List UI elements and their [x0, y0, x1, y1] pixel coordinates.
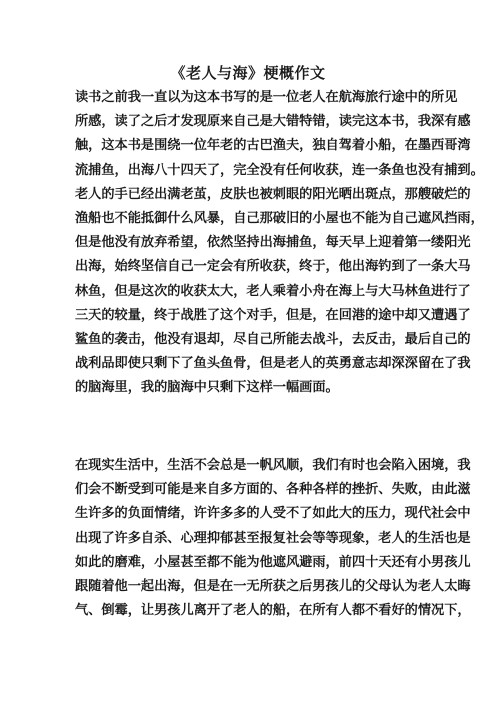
- paragraph-line: 气、倒霉，让男孩儿离开了老人的船，在所有人都不看好的情况下，: [75, 603, 471, 619]
- paragraph-line: 生许多的负面情绪，许许多多的人受不了如此大的压力，现代社会中: [75, 506, 471, 522]
- paragraph-line: 所感，读了之后才发现原来自己是大错特错，读完这本书，我深有感: [75, 114, 471, 130]
- paragraph-line: 们会不断受到可能是来自多方面的、各种各样的挫折、失败，由此滋: [75, 482, 471, 498]
- paragraph-line: 三天的较量，终于战胜了这个对手，但是，在回港的途中却又遭遇了: [75, 307, 471, 323]
- paragraph-2: [75, 454, 471, 623]
- paragraph-line: 跟随着他一起出海，但是在一无所获之后男孩儿的父母认为老人太晦: [75, 579, 471, 595]
- paragraph-line: 流捕鱼，出海八十四天了，完全没有任何收获，连一条鱼也没有捕到。: [75, 162, 484, 178]
- paragraph-line: 的脑海里，我的脑海中只剩下这样一幅画面。: [75, 380, 339, 396]
- document-title: 《老人与海》梗概作文: [170, 64, 326, 82]
- paragraph-line: 战利品即使只剩下了鱼头鱼骨，但是老人的英勇意志却深深留在了我: [75, 356, 471, 372]
- paragraph-line: 渔船也不能抵御什么风暴，自己那破旧的小屋也不能为自己遮风挡雨，: [75, 211, 484, 227]
- paragraph-1: [75, 86, 484, 401]
- paragraph-line: 鲨鱼的袭击，他没有退却，尽自己所能去战斗，去反击，最后自己的: [75, 332, 471, 348]
- paragraph-line: 老人的手已经出满老茧，皮肤也被刺眼的阳光晒出斑点，那艘破烂的: [75, 186, 471, 202]
- paragraph-line: 出现了许多自杀、心理抑郁甚至报复社会等等现象，老人的生活也是: [75, 530, 471, 546]
- paragraph-line: 但是他没有放弃希望，依然坚持出海捕鱼，每天早上迎着第一缕阳光: [75, 235, 471, 251]
- paragraph-line: 读书之前我一直以为这本书写的是一位老人在航海旅行途中的所见: [75, 90, 458, 105]
- paragraph-line: 触，这本书是围绕一位年老的古巴渔夫，独自驾着小船，在墨西哥湾: [75, 138, 471, 154]
- paragraph-line: 林鱼，但是这次的收获太大，老人乘着小舟在海上与大马林鱼进行了: [75, 283, 471, 299]
- paragraph-line: 在现实生活中，生活不会总是一帆风顺，我们有时也会陷入困境，我: [75, 458, 471, 473]
- paragraph-line: 出海，始终坚信自己一定会有所收获，终于，他出海钓到了一条大马: [75, 259, 471, 275]
- paragraph-line: 如此的磨难，小屋甚至都不能为他遮风避雨，前四十天还有小男孩儿: [75, 554, 471, 570]
